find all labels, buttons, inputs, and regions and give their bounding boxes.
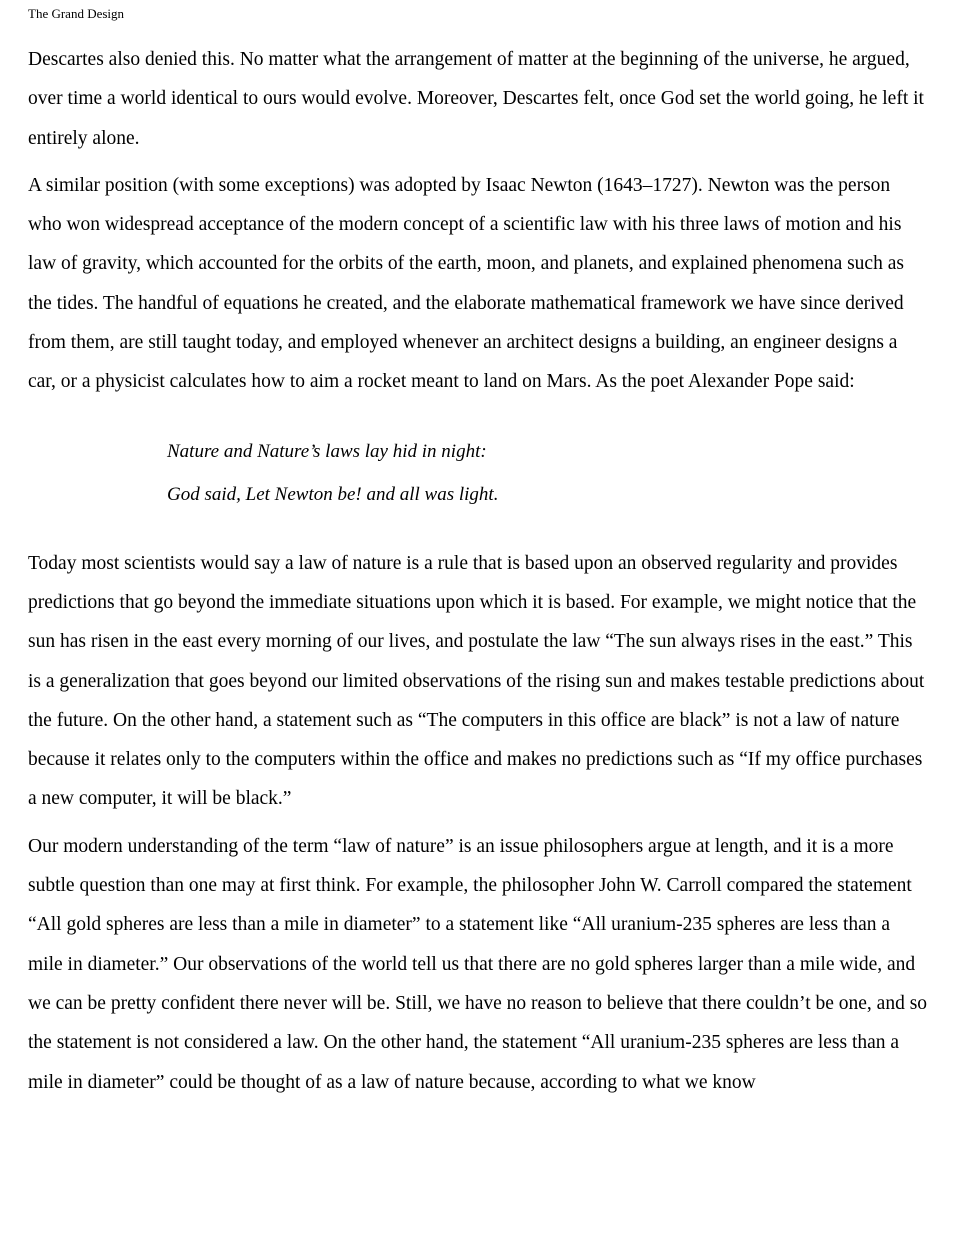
verse-line: God said, Let Newton be! and all was light.	[167, 483, 499, 505]
paragraph-carroll: Our modern understanding of the term “law of nature” is an issue philosophers argue at length, and it is a more subtle question than one may at first think. For example, the philosopher John W. Carroll compared the statement “All gold spheres are less than a mile in diameter” to a statement like “All uranium-235 spheres are less than a mile in diameter.” Our observations of the world tell us that there are no gold spheres larger than a mile wide, and we can be pretty confident there never will be. Still, we have no reason to believe that there couldn’t be one, and so the statement is not considered a law. On the other hand, the statement “All uranium-235 spheres are less than a mile in diameter” could be thought of as a law of nature because, according to what we know	[28, 835, 928, 1093]
paragraph-law-of-nature: Today most scientists would say a law of nature is a rule that is based upon an observed regularity and provides predictions that go beyond the immediate situations upon which it is based. For example, we might notice that the sun has risen in the east every morning of our lives, and postulate the law “The sun always rises in the east.” This is a generalization that goes beyond our limited observations of the rising sun and makes testable predictions about the future. On the other hand, a statement such as “The computers in this office are black” is not a law of nature because it relates only to the computers within the office and makes no predictions such as “If my office purchases a new computer, it will be black.”	[28, 552, 925, 810]
verse-line: Nature and Nature’s laws lay hid in night:	[167, 440, 487, 462]
paragraph-newton: A similar position (with some exceptions) was adopted by Isaac Newton (1643–1727). Newton was the person who won widespread acceptance of the modern concept of a scientific law with his three laws of motion and his law of gravity, which accounted for the orbits of the earth, moon, and planets, and explained phenomena such as the tides. The handful of equations he created, and the elaborate mathematical framework we have since derived from them, are still taught today, and employed whenever an architect designs a building, an engineer designs a car, or a physicist calculates how to aim a rocket meant to land on Mars. As the poet Alexander Pope said:	[28, 174, 904, 393]
paragraph-descartes: Descartes also denied this. No matter what the arrangement of matter at the beginning of the universe, he argued, over time a world identical to ours would evolve. Moreover, Descartes felt, once God set the world going, he left it entirely alone.	[28, 49, 924, 149]
running-header: The Grand Design	[28, 6, 125, 21]
page-body	[28, 40, 928, 1110]
pope-quotation	[167, 430, 928, 516]
